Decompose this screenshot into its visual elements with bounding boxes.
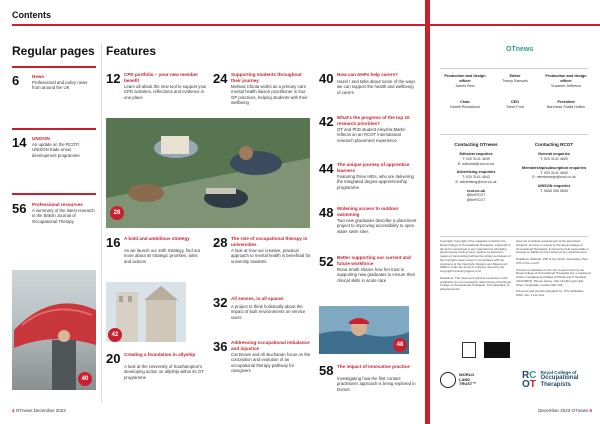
print-text: Pre-press and printed in England by: This publication ISSN: 1ss: 1 1ss 1sss bbox=[516, 289, 584, 298]
feature-title[interactable]: CPD portfolio – your new member benefit bbox=[124, 72, 199, 83]
masthead-person: Baroness Sheila Hollins bbox=[547, 104, 585, 109]
column-divider bbox=[101, 42, 102, 402]
masthead-person: Tracey Samuels bbox=[502, 78, 528, 83]
feature-title[interactable]: All senses, in all spaces bbox=[231, 296, 284, 301]
feature-num: 58 bbox=[319, 363, 334, 378]
masthead-person: Suzanne Jefferson bbox=[551, 83, 581, 88]
footer-publication: December 2023 OTnews bbox=[538, 408, 589, 413]
rcot-line: Therapists bbox=[540, 382, 571, 389]
masthead-role: President bbox=[557, 100, 575, 104]
contact-phone: T: 020 3141 4640 bbox=[540, 170, 568, 175]
endorsement-text: does not constitute endorsement of the advertised products, services or events by the Royal College of Occupational Therapists. It cannot be held responsible or accepts no liability for the content of any advertisement. bbox=[516, 239, 590, 255]
regular-text: An update on the RCOT/ UNISON trade union development programme bbox=[32, 142, 80, 158]
contact-rule bbox=[440, 134, 588, 135]
publisher-text: OTnews is published on the 1st of each month by the Royal College of Occupational Therapists Ltd, a registered charity in England and Wales (275119) and in Scotland (SCO39573). Plumer House, 106–114 Borough High Street, Southwark, London SE1 1LB. bbox=[516, 267, 591, 287]
feature-title[interactable]: A bold and ambitious strategy bbox=[124, 236, 190, 241]
students-photo bbox=[106, 118, 310, 228]
feature-title[interactable]: Creating a foundation in allyship bbox=[124, 352, 196, 357]
feature-title[interactable]: What's the progress of the top 10 research priorities? bbox=[337, 115, 410, 126]
rcot-line: Royal College of bbox=[540, 370, 577, 375]
masthead-role: CEO bbox=[510, 100, 520, 104]
feature-title[interactable]: The impact of innovative practice bbox=[337, 364, 410, 369]
contact-email[interactable]: E: membership@rcot.co.uk bbox=[532, 175, 576, 180]
feature-text: A look at the University of Southampton's developing action on allyship within its OT programme bbox=[124, 364, 204, 380]
regular-text: A summary of the latest research in the British Journal of Occupational Therapy bbox=[32, 208, 95, 224]
regular-rule-1 bbox=[12, 66, 96, 68]
feature-title[interactable]: Widening access to outdoor swimming bbox=[337, 206, 399, 217]
page-badge: 42 bbox=[108, 328, 122, 342]
web-link[interactable]: rcot.co.uk bbox=[466, 188, 486, 193]
regular-text: Professional and policy news from around the UK bbox=[32, 80, 88, 91]
globe-icon bbox=[440, 372, 456, 388]
feature-text: OT and PhD student Aleysha Martin reflects on an RCOT international research placement experience bbox=[337, 127, 406, 143]
printer-logo-icon bbox=[484, 342, 510, 358]
regular-pages-title: Regular pages bbox=[12, 44, 95, 58]
deadline-text: Deadlines: Editorial: 15th of the month. Advertising: 8am, 27th of the month. bbox=[516, 257, 589, 265]
feature-title[interactable]: The role of occupational therapy in universities bbox=[231, 236, 308, 247]
masthead-person: Gareth Richardson bbox=[449, 104, 481, 109]
page-title: Contents bbox=[12, 10, 51, 20]
feature-num: 42 bbox=[319, 114, 334, 129]
feature-text: Two new graduates describe a placement project to improving accessibility to open water swim sites bbox=[337, 218, 417, 234]
contact-otnews-title: Contacting OTnews bbox=[454, 142, 498, 147]
feature-text: As we launch our 10th Strategy, find out more about its strategic priorities, aims and actions bbox=[124, 248, 200, 264]
social-handle[interactable]: @theRCOT bbox=[466, 193, 486, 198]
contact-phone: T: 0845 355 0845 bbox=[540, 188, 568, 193]
page-number: 4 bbox=[12, 408, 15, 413]
contact-phone: T: 020 3141 4639 bbox=[462, 156, 490, 161]
feature-title[interactable]: The unique journey of apprentice learners bbox=[337, 162, 410, 173]
masthead-role: Chair bbox=[460, 100, 470, 104]
feature-title[interactable]: How can AHPs help carers? bbox=[337, 72, 398, 77]
feature-num: 12 bbox=[106, 71, 121, 86]
page-number: 5 bbox=[589, 408, 592, 413]
contact-label: UNISON enquiries bbox=[537, 183, 571, 188]
contact-label: General enquiries bbox=[537, 152, 571, 156]
page-spine bbox=[425, 0, 430, 424]
feature-num: 16 bbox=[106, 235, 121, 250]
masthead-rule bbox=[440, 68, 588, 69]
feature-title[interactable]: Supporting students throughout their journey bbox=[231, 72, 302, 83]
contact-label: Editorial enquiries bbox=[459, 152, 493, 156]
masthead-role: Editor bbox=[509, 74, 521, 78]
regular-rule-3 bbox=[12, 193, 96, 195]
masthead-person: James Reid bbox=[455, 83, 475, 88]
legal-rule bbox=[440, 236, 588, 237]
world-land-trust-logo bbox=[440, 368, 512, 392]
feature-text: Investigating how the first contact practitioner approach is being explored in Dorset bbox=[337, 376, 416, 392]
feature-num: 32 bbox=[213, 295, 228, 310]
contact-email[interactable]: E: advertising@rcot.co.uk bbox=[455, 179, 497, 184]
page-badge: 48 bbox=[393, 338, 407, 352]
wlt-line: TRUST™ bbox=[459, 381, 477, 387]
disclaimer-text: Disclaimer: The views and opinions expressed in this publication do not necessarily reflect those of the Royal College of Occupational Therapists. The publication of advertisements bbox=[440, 275, 511, 292]
regular-title[interactable]: UNISON bbox=[32, 136, 50, 141]
feature-title[interactable]: Better supporting our current and future workforce bbox=[337, 255, 411, 266]
feature-num: 52 bbox=[319, 254, 334, 269]
feature-text: A project to think holistically about the impact of built environments on service users bbox=[231, 304, 306, 320]
feature-text: Learn all about the new tool to support your CPD activities, reflections and evidence in one place bbox=[124, 84, 207, 100]
features-title: Features bbox=[106, 44, 157, 58]
regular-title[interactable]: News bbox=[32, 74, 45, 79]
feature-text: Melissa Chiota works as a primary care mental health liaison practitioner in four GP practices, helping students with their wellbeing bbox=[231, 84, 308, 106]
masthead-person: Steve Ford bbox=[506, 104, 524, 109]
rcot-line: Occupational bbox=[540, 375, 579, 382]
feature-text: A look at how our creative, practical approach to mental health is beneficial for university students bbox=[231, 248, 311, 264]
feature-num: 44 bbox=[319, 161, 334, 176]
footer-publication: OTnews December 2023 bbox=[15, 408, 66, 413]
masthead-role: Production and design officer bbox=[545, 74, 587, 83]
feature-num: 28 bbox=[213, 235, 228, 250]
wlt-line: WORLD bbox=[459, 372, 475, 378]
swimmer-photo bbox=[319, 306, 409, 354]
footer-right bbox=[520, 408, 592, 413]
feature-num: 36 bbox=[213, 339, 228, 354]
contact-phone: T: 020 3141 4600 bbox=[540, 156, 568, 161]
regular-num: 6 bbox=[12, 73, 20, 88]
contact-phone: T: 020 3141 4642 bbox=[462, 175, 490, 180]
page-badge: 40 bbox=[78, 372, 92, 386]
contact-label: Membership/subscription enquiries bbox=[521, 165, 587, 170]
contact-email[interactable]: E: editorial@rcot.co.uk bbox=[457, 161, 495, 166]
feature-text: Rona Smith shares how her trust is supporting new graduates to ensure their clinical skills in acute care bbox=[337, 267, 416, 283]
fsc-logo-icon bbox=[462, 342, 476, 358]
header-rule bbox=[12, 24, 600, 26]
contact-label: Advertising enquiries bbox=[456, 170, 496, 175]
regular-num: 14 bbox=[12, 135, 27, 150]
feature-num: 20 bbox=[106, 351, 121, 366]
copyright-text: Copyright: Copyright of the magazine is held by the Royal College of Occupational Therapists. Copyright of the items reproduced in any material from all trading photocopying storing in any medium by electronic means or transmitting) without the written permission of the copyright owner except in accordance with the provisions of the Copyright, Designs and Patents Act 1988 or under the terms of a licence issued by the Copyright Licensing Agency Ltd. bbox=[440, 239, 511, 274]
regular-rule-2 bbox=[12, 128, 96, 130]
feature-num: 40 bbox=[319, 71, 334, 86]
rcot-monogram-icon: RC OT bbox=[522, 369, 537, 390]
social-handle[interactable]: @theRCOT bbox=[466, 198, 486, 203]
rcot-logo bbox=[522, 370, 578, 389]
wlt-line: LAND bbox=[459, 376, 471, 382]
otnews-logo: OTnews bbox=[506, 46, 534, 53]
feature-num: 48 bbox=[319, 205, 334, 220]
feature-title[interactable]: Addressing occupational imbalance and injustice bbox=[231, 340, 310, 351]
feature-text: Hazel I and talks about some of the ways we can support the health and wellbeing of carers bbox=[337, 79, 416, 95]
feature-num: 24 bbox=[213, 71, 228, 86]
footer-left bbox=[12, 408, 66, 413]
feature-text: Featuring three HEIs, who are delivering the integrated degree apprenticeship programme bbox=[337, 174, 414, 190]
regular-num: 56 bbox=[12, 201, 27, 216]
umbrella-photo bbox=[12, 270, 96, 390]
regular-title[interactable]: Professional resources bbox=[32, 202, 83, 207]
masthead-role: Production and design officer bbox=[444, 74, 486, 83]
page-badge: 28 bbox=[110, 206, 124, 220]
building-photo bbox=[106, 282, 186, 342]
contact-rcot-title: Contacting RCOT bbox=[534, 142, 574, 147]
feature-text: Cat Brown and Ali Buchanan focus on the conception and evolution of an occupational therapy pathway for caregivers bbox=[231, 352, 311, 374]
